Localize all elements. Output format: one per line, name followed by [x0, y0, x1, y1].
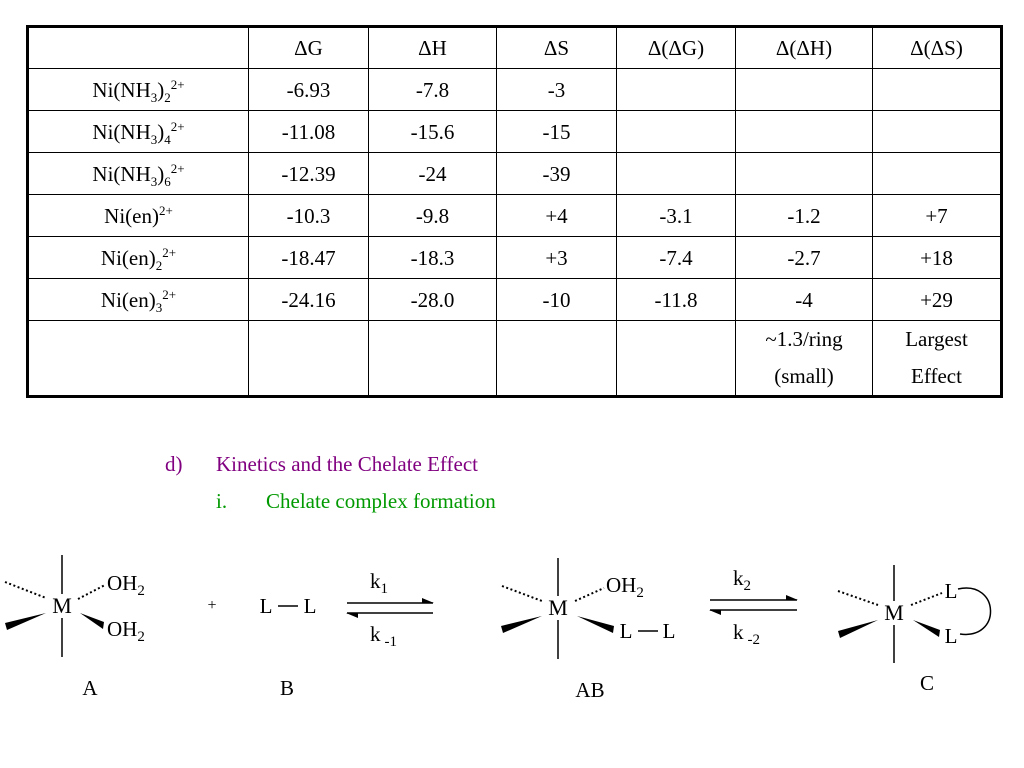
value-cell: +29: [873, 279, 1002, 321]
value-cell: -24: [369, 153, 497, 195]
species-subscript: 2: [155, 257, 163, 273]
value-cell: [873, 69, 1002, 111]
species-formula: ): [157, 119, 165, 144]
value-cell: -39: [497, 153, 617, 195]
chelate-reaction-scheme: [0, 540, 1024, 720]
species-formula: Ni(en): [104, 203, 159, 228]
value-cell: [617, 153, 736, 195]
species-formula: ): [157, 161, 165, 186]
table-row: [28, 153, 1002, 195]
species-cell: [28, 153, 249, 195]
header-cell: [28, 27, 249, 69]
hashed-bond: [502, 586, 542, 601]
value-cell: [617, 69, 736, 111]
water-ligand-label: $OH_2$: [107, 571, 145, 599]
label-c: C: [919, 671, 935, 695]
species-subscript: 6: [164, 173, 171, 189]
species-cell: [28, 69, 249, 111]
delta-ds-note: [873, 321, 1002, 397]
header-cell: Δ(ΔS): [873, 27, 1002, 69]
species-subscript: 2: [164, 89, 171, 105]
empty-cell: [617, 321, 736, 397]
chelate-ring-arc: [958, 588, 991, 634]
value-cell: -1.2: [736, 195, 873, 237]
metal-label: M: [548, 595, 568, 620]
water-ligand-label: $OH_2$: [606, 573, 644, 601]
value-cell: -15: [497, 111, 617, 153]
species-charge: 2+: [162, 286, 177, 302]
species-subscript: 3: [150, 173, 158, 189]
complex-c: [838, 565, 991, 695]
species-charge: 2+: [170, 76, 185, 92]
value-cell: [873, 153, 1002, 195]
table-row: [28, 69, 1002, 111]
delta-ds-note-line2: Effect: [911, 364, 962, 388]
delta-ds-note-line1: Largest: [905, 327, 968, 351]
rate-constant-k-minus1: k $_{-1}$: [370, 622, 397, 650]
value-cell: +4: [497, 195, 617, 237]
value-cell: -3: [497, 69, 617, 111]
value-cell: [736, 111, 873, 153]
value-cell: [736, 153, 873, 195]
table-notes-row: [28, 321, 1002, 397]
value-cell: +18: [873, 237, 1002, 279]
ligand-atom: L: [619, 619, 633, 643]
value-cell: -24.16: [249, 279, 369, 321]
species-formula: Ni(NH: [92, 77, 151, 102]
label-ab: AB: [575, 678, 605, 702]
wedge-bond-to-ligand: [913, 620, 940, 637]
water-ligand-label: $OH_2$: [107, 617, 145, 645]
header-cell: ΔS: [497, 27, 617, 69]
ligand-atom: L: [303, 594, 317, 618]
species-subscript: 4: [164, 131, 171, 147]
ligand-atom: L: [259, 594, 273, 618]
ligand-atom: L: [662, 619, 676, 643]
value-cell: -7.8: [369, 69, 497, 111]
complex-a: [5, 555, 145, 700]
header-cell: Δ(ΔH): [736, 27, 873, 69]
wedge-bond: [838, 620, 878, 638]
complex-ab: [501, 558, 675, 702]
hashed-bond-to-ligand: [911, 593, 942, 605]
value-cell: -10: [497, 279, 617, 321]
delta-dh-note: [736, 321, 873, 397]
empty-cell: [497, 321, 617, 397]
value-cell: -12.39: [249, 153, 369, 195]
value-cell: -3.1: [617, 195, 736, 237]
wedge-bond-to-ligand: [577, 616, 614, 633]
delta-dh-note-line1: ~1.3/ring: [765, 327, 843, 351]
metal-label: M: [884, 600, 904, 625]
label-b: B: [279, 676, 295, 700]
species-subscript: 3: [150, 131, 158, 147]
species-cell: [28, 279, 249, 321]
species-formula: Ni(en): [100, 245, 156, 270]
hashed-bond-to-water: [78, 585, 105, 599]
metal-label: M: [52, 593, 72, 618]
header-cell: ΔG: [249, 27, 369, 69]
empty-cell: [249, 321, 369, 397]
thermodynamics-table: [26, 25, 1003, 398]
species-cell: [28, 195, 249, 237]
value-cell: -11.8: [617, 279, 736, 321]
ligand-atom: L: [944, 624, 958, 648]
outline-text-i: Chelate complex formation: [266, 489, 496, 513]
label-a: A: [82, 676, 98, 700]
species-cell: [28, 237, 249, 279]
outline-label-d: d): [165, 452, 183, 476]
plus-sign: +: [207, 597, 217, 614]
equilibrium-arrows-2: [710, 566, 797, 648]
value-cell: -18.3: [369, 237, 497, 279]
table-row: [28, 279, 1002, 321]
species-formula: ): [157, 77, 165, 102]
table-row: [28, 237, 1002, 279]
value-cell: [873, 111, 1002, 153]
value-cell: -15.6: [369, 111, 497, 153]
value-cell: +7: [873, 195, 1002, 237]
empty-cell: [28, 321, 249, 397]
value-cell: -18.47: [249, 237, 369, 279]
value-cell: -28.0: [369, 279, 497, 321]
rate-constant-k-minus2: k $_{-2}$: [733, 620, 760, 648]
header-cell: ΔH: [369, 27, 497, 69]
value-cell: -4: [736, 279, 873, 321]
equilibrium-arrows-1: [347, 569, 433, 650]
value-cell: -2.7: [736, 237, 873, 279]
ligand-b: [260, 594, 317, 700]
wedge-bond-to-water: [80, 613, 104, 629]
species-subscript: 3: [150, 89, 158, 105]
empty-cell: [369, 321, 497, 397]
header-cell: Δ(ΔG): [617, 27, 736, 69]
species-cell: [28, 111, 249, 153]
outline-item-d: [165, 452, 478, 477]
delta-dh-note-line2: (small): [774, 364, 834, 388]
species-charge: 2+: [158, 202, 173, 218]
hashed-bond: [838, 591, 878, 605]
value-cell: [736, 69, 873, 111]
outline-label-i: i.: [216, 489, 228, 513]
value-cell: -10.3: [249, 195, 369, 237]
table-row: [28, 195, 1002, 237]
outline-item-i: [216, 489, 496, 514]
species-charge: 2+: [162, 244, 177, 260]
value-cell: -9.8: [369, 195, 497, 237]
value-cell: -11.08: [249, 111, 369, 153]
value-cell: -7.4: [617, 237, 736, 279]
ligand-atom: L: [944, 579, 958, 603]
species-subscript: 3: [155, 299, 163, 315]
wedge-bond: [501, 616, 542, 633]
value-cell: +3: [497, 237, 617, 279]
rate-constant-k2: $k_2$: [733, 566, 751, 594]
outline-text-d: Kinetics and the Chelate Effect: [216, 452, 479, 476]
species-formula: Ni(NH: [92, 161, 151, 186]
species-charge: 2+: [170, 118, 185, 134]
species-charge: 2+: [170, 160, 185, 176]
table-header-row: [28, 27, 1002, 69]
value-cell: -6.93: [249, 69, 369, 111]
hashed-bond-to-water: [575, 588, 604, 601]
hashed-bond: [5, 582, 46, 598]
species-formula: Ni(en): [100, 287, 156, 312]
table-row: [28, 111, 1002, 153]
rate-constant-k1: $k_1$: [370, 569, 388, 597]
value-cell: [617, 111, 736, 153]
species-formula: Ni(NH: [92, 119, 151, 144]
wedge-bond: [5, 613, 46, 630]
